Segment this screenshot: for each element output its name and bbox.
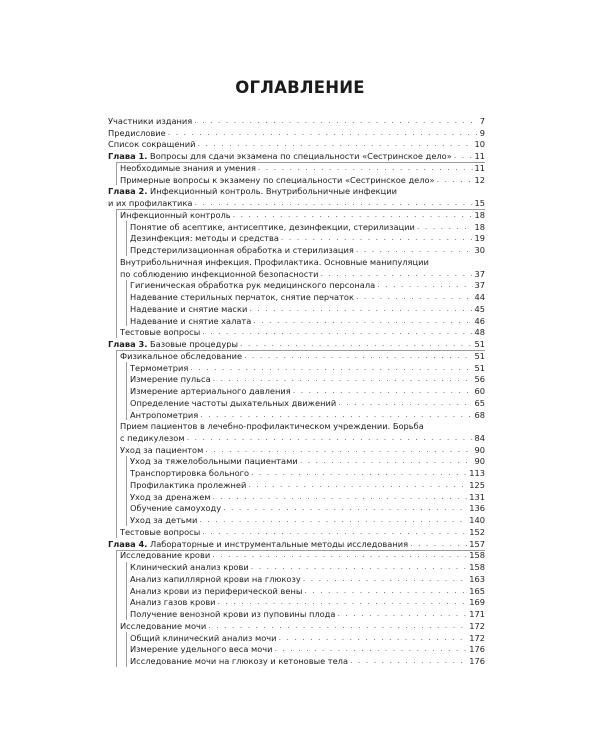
section-guide-line xyxy=(116,550,117,667)
toc-entry[interactable] xyxy=(0,468,600,480)
dot-leader xyxy=(200,410,472,420)
toc-entry-text: Вопросы для сдачи экзамена по специальности «Сестринское дело» xyxy=(150,151,452,162)
page-number: 18 xyxy=(474,209,485,220)
page-number: 169 xyxy=(469,597,485,608)
toc-entry-text: Инфекционный контроль. Внутрибольничные инфекции xyxy=(150,186,397,197)
page-number: 15 xyxy=(474,198,485,209)
toc-entry[interactable] xyxy=(0,527,600,539)
toc-entry-label xyxy=(130,456,298,466)
toc-entry-text: Внутрибольничная инфекция. Профилактика. Основные манипуляции xyxy=(120,256,429,267)
page-number: 131 xyxy=(469,491,485,502)
page-number: 7 xyxy=(479,116,485,126)
section-guide-line xyxy=(116,162,117,185)
page-number: 165 xyxy=(469,585,485,596)
dot-leader xyxy=(213,492,468,502)
toc-entry-label xyxy=(120,621,206,631)
dot-leader xyxy=(377,280,472,290)
chapter-rule xyxy=(116,550,485,551)
toc-entry-label xyxy=(130,492,211,502)
toc-entry[interactable] xyxy=(0,456,600,468)
toc-entry[interactable] xyxy=(0,492,600,504)
subsection-guide-line xyxy=(126,456,127,526)
page-number: 10 xyxy=(474,139,485,150)
toc-chapter-entry[interactable] xyxy=(0,151,600,163)
toc-entry-label xyxy=(130,280,375,290)
toc-entry-text: Анализ газов крови xyxy=(130,597,216,608)
dot-leader xyxy=(213,374,473,384)
toc-entry-label xyxy=(120,327,200,337)
toc-entry-label xyxy=(120,163,256,173)
toc-entry-label xyxy=(120,210,231,220)
dot-leader xyxy=(208,621,467,631)
toc-entry-label xyxy=(130,222,415,232)
toc-entry-text: Получение венозной крови из пуповины плода xyxy=(130,609,336,620)
toc-entry-label xyxy=(130,562,249,572)
toc-entry-label xyxy=(130,597,216,607)
dot-leader xyxy=(199,515,467,525)
dot-leader xyxy=(251,562,468,572)
page-number: 152 xyxy=(469,526,485,537)
toc-entry[interactable] xyxy=(0,292,600,304)
toc-entry-label xyxy=(108,339,238,349)
toc-chapter-entry[interactable] xyxy=(0,186,600,209)
toc-entry-text: Анализ крови из периферической вены xyxy=(130,585,303,596)
toc-entry-text: Измерение удельного веса мочи xyxy=(130,644,273,655)
dot-leader xyxy=(300,456,473,466)
toc-entry[interactable] xyxy=(0,233,600,245)
subsection-guide-line xyxy=(126,362,127,420)
toc-entry-label xyxy=(130,386,291,396)
page-number: 45 xyxy=(474,303,485,314)
toc-entry-text: Надевание и снятие маски xyxy=(130,303,248,314)
toc-entry[interactable] xyxy=(0,503,600,515)
toc-entry-text: Лабораторные и инструментальные методы исследования xyxy=(150,538,409,549)
toc-entry-label xyxy=(120,175,435,185)
toc-entry-label xyxy=(120,257,429,267)
toc-entry-label xyxy=(108,186,397,196)
toc-entry[interactable] xyxy=(0,363,600,375)
dot-leader xyxy=(321,269,473,279)
toc-entry-label xyxy=(130,245,354,255)
toc-entry-text: Обучение самоуходу xyxy=(130,503,222,514)
toc-entry-label xyxy=(130,515,197,525)
toc-entry-label xyxy=(130,363,188,373)
toc-entry[interactable] xyxy=(0,257,600,280)
page-number: 51 xyxy=(474,350,485,361)
page-number: 176 xyxy=(469,656,485,667)
page-number: 11 xyxy=(474,162,485,173)
chapter-number: Глава 1. xyxy=(108,151,148,162)
toc-entry-text: Профилактика пролежней xyxy=(130,479,247,490)
toc-entry[interactable] xyxy=(0,421,600,444)
page-number: 44 xyxy=(474,292,485,303)
dot-leader xyxy=(249,304,472,314)
page-number: 163 xyxy=(469,573,485,584)
chapter-rule xyxy=(116,209,485,210)
toc-entry-text: Общий клинический анализ мочи xyxy=(130,632,277,643)
toc-entry-text: Исследование мочи на глюкозу и кетоновые тела xyxy=(130,656,349,667)
page-number: 136 xyxy=(469,503,485,514)
toc-entry-text: Предстерилизационная обработка и стерилизация xyxy=(130,245,354,256)
toc-entry[interactable] xyxy=(0,398,600,410)
page-number: 90 xyxy=(474,444,485,455)
toc-entry[interactable] xyxy=(0,644,600,656)
toc-entry-text: Термометрия xyxy=(130,362,189,373)
toc-entry-label xyxy=(120,550,210,560)
toc-entry-label xyxy=(108,539,408,549)
toc-entry-label xyxy=(130,316,251,326)
dot-leader xyxy=(212,550,467,560)
toc-entry-text: Инфекционный контроль xyxy=(120,209,231,220)
toc-entry-label xyxy=(130,586,302,596)
toc-entry[interactable] xyxy=(0,351,600,363)
page-number: 9 xyxy=(479,127,485,138)
toc-entry-text: Надевание стерильных перчаток, снятие перчаток xyxy=(130,292,354,303)
page-number: 19 xyxy=(474,233,485,244)
toc-chapter-entry[interactable] xyxy=(0,339,600,351)
toc-entry[interactable] xyxy=(0,304,600,316)
page-number: 90 xyxy=(474,456,485,467)
page-number: 11 xyxy=(474,151,485,162)
toc-entry-label xyxy=(130,292,354,302)
toc-entry-label xyxy=(130,304,247,314)
dot-leader xyxy=(258,163,473,173)
toc-entry-label xyxy=(130,644,273,654)
toc-entry[interactable] xyxy=(0,410,600,422)
toc-entry-text: Прием пациентов в лечебно-профилактическом учреждении. Борьба xyxy=(120,421,424,432)
toc-entry-label xyxy=(108,116,192,126)
dot-leader xyxy=(410,539,467,549)
toc-entry-label xyxy=(108,151,452,161)
toc-entry[interactable] xyxy=(0,562,600,574)
toc-entry-text: Участники издания xyxy=(108,116,193,126)
page-number: 125 xyxy=(469,479,485,490)
dot-leader xyxy=(218,597,468,607)
toc-entry-text: Анализ капиллярной крови на глюкозу xyxy=(130,573,301,584)
toc-entry-text: Клинический анализ крови xyxy=(130,562,249,573)
page-number: 171 xyxy=(469,609,485,620)
page-number: 51 xyxy=(474,362,485,373)
page-number: 56 xyxy=(474,374,485,385)
page-number: 113 xyxy=(469,468,485,479)
toc-entry[interactable] xyxy=(0,139,600,151)
page-number: 158 xyxy=(469,550,485,561)
dot-leader xyxy=(251,468,467,478)
toc-entry[interactable] xyxy=(0,386,600,398)
toc-entry-text: Надевание и снятие халата xyxy=(130,315,252,326)
dot-leader xyxy=(194,116,478,126)
page-number: 84 xyxy=(474,432,485,443)
page-number: 46 xyxy=(474,315,485,326)
toc-entry-label xyxy=(130,609,335,619)
dot-leader xyxy=(253,316,472,326)
toc-entry-label xyxy=(130,233,279,243)
page-number: 176 xyxy=(469,644,485,655)
toc-entry-text: Список сокращений xyxy=(108,139,196,150)
toc-entry-text: Уход за пациентом xyxy=(120,444,204,455)
toc-entry-text: Тестовые вопросы xyxy=(120,327,201,338)
dot-leader xyxy=(454,151,473,161)
toc-entry[interactable] xyxy=(0,597,600,609)
toc-entry[interactable] xyxy=(0,550,600,562)
toc-entry[interactable] xyxy=(0,586,600,598)
dot-leader xyxy=(303,574,468,584)
toc-entry[interactable] xyxy=(0,163,600,175)
dot-leader xyxy=(233,210,473,220)
toc-entry[interactable] xyxy=(0,175,600,187)
toc-entry-text: Определение частоты дыхательных движений xyxy=(130,397,337,408)
toc-entry[interactable] xyxy=(0,116,600,128)
toc-entry-label xyxy=(120,527,200,537)
toc-entry[interactable] xyxy=(0,222,600,234)
page-number: 18 xyxy=(474,221,485,232)
toc-entry[interactable] xyxy=(0,280,600,292)
subsection-guide-line xyxy=(126,280,127,326)
toc-entry[interactable] xyxy=(0,515,600,527)
toc-entry[interactable] xyxy=(0,245,600,257)
toc-entry[interactable] xyxy=(0,621,600,633)
dot-leader xyxy=(356,245,473,255)
dot-leader xyxy=(244,351,472,361)
page-number: 65 xyxy=(474,397,485,408)
toc-entry-text: Исследование крови xyxy=(120,550,211,561)
toc-entry-text: Исследование мочи xyxy=(120,620,207,631)
page-number: 30 xyxy=(474,245,485,256)
toc-entry-label xyxy=(130,410,198,420)
dot-leader xyxy=(168,128,478,138)
toc-entry-text: Тестовые вопросы xyxy=(120,526,201,537)
toc-entry-text: Измерение пульса xyxy=(130,374,211,385)
toc-entry-label xyxy=(120,421,424,431)
toc-entry-text: Физикальное обследование xyxy=(120,350,243,361)
toc-chapter-entry[interactable] xyxy=(0,539,600,551)
toc-entry[interactable] xyxy=(0,574,600,586)
toc-entry-label: с педикулезом xyxy=(120,432,185,443)
dot-leader xyxy=(240,339,473,349)
toc-entry-label xyxy=(130,503,221,513)
dot-leader xyxy=(205,445,472,455)
toc-entry-text: Уход за дренажем xyxy=(130,491,211,502)
dot-leader xyxy=(194,198,472,208)
dot-leader xyxy=(417,222,473,232)
dot-leader xyxy=(350,656,467,666)
toc-entry[interactable] xyxy=(0,480,600,492)
page-number: 158 xyxy=(469,562,485,573)
page-number: 51 xyxy=(474,339,485,350)
toc-entry-label xyxy=(130,633,277,643)
toc-heading: ОГЛАВЛЕНИЕ xyxy=(235,78,365,97)
toc-entry-label xyxy=(130,374,211,384)
dot-leader xyxy=(202,327,472,337)
subsection-guide-line xyxy=(126,632,127,667)
toc-entry-text: Понятие об асептике, антисептике, дезинфекции, стерилизации xyxy=(130,221,415,232)
toc-entry-text: Дезинфекция: методы и средства xyxy=(130,233,279,244)
subsection-guide-line xyxy=(126,221,127,256)
toc-entry-text: Гигиеническая обработка рук медицинского персонала xyxy=(130,280,376,291)
subsection-guide-line xyxy=(126,562,127,620)
toc-entry-label xyxy=(108,128,166,138)
toc-entry-label xyxy=(120,445,203,455)
section-guide-line xyxy=(116,209,117,338)
chapter-rule xyxy=(116,162,485,163)
toc-entry-label xyxy=(120,351,242,361)
dot-leader xyxy=(202,527,467,537)
toc-entry-label xyxy=(130,468,249,478)
toc-entry-text: Антропометрия xyxy=(130,409,199,420)
page-number: 37 xyxy=(474,280,485,291)
dot-leader xyxy=(190,363,472,373)
page-number: 172 xyxy=(469,632,485,643)
toc-entry-text: Уход за детьми xyxy=(130,515,198,526)
dot-leader xyxy=(223,503,467,513)
toc-entry-label xyxy=(130,398,336,408)
toc-entry-text: Необходимые знания и умения xyxy=(120,162,256,173)
toc-entry[interactable] xyxy=(0,210,600,222)
toc-entry-text: Уход за тяжелобольными пациентами xyxy=(130,456,298,467)
page-number: 12 xyxy=(474,174,485,185)
dot-leader xyxy=(281,233,473,243)
chapter-rule xyxy=(116,350,485,351)
toc-entry[interactable] xyxy=(0,327,600,339)
toc-entry-text: Транспортировка больного xyxy=(130,468,250,479)
toc-entry[interactable] xyxy=(0,445,600,457)
toc-entry-label xyxy=(130,480,246,490)
section-guide-line xyxy=(116,350,117,537)
dot-leader xyxy=(338,398,472,408)
dot-leader xyxy=(279,633,468,643)
dot-leader xyxy=(187,433,473,443)
dot-leader xyxy=(293,386,473,396)
toc-entry[interactable] xyxy=(0,128,600,140)
dot-leader xyxy=(275,644,468,654)
chapter-number: Глава 4. xyxy=(108,538,148,549)
dot-leader xyxy=(437,175,473,185)
dot-leader xyxy=(198,139,473,149)
dot-leader xyxy=(304,586,467,596)
page-number: 60 xyxy=(474,386,485,397)
toc-entry[interactable] xyxy=(0,656,600,668)
dot-leader xyxy=(337,609,467,619)
toc-entry-text: Базовые процедуры xyxy=(150,339,238,350)
page-number: 68 xyxy=(474,409,485,420)
toc-entry[interactable] xyxy=(0,316,600,328)
toc-entry-text: Примерные вопросы к экзамену по специальности «Сестринское дело» xyxy=(120,174,435,185)
toc-entry-label xyxy=(130,574,301,584)
toc-entry-text: Предисловие xyxy=(108,127,166,138)
page-number: 48 xyxy=(474,327,485,338)
page-number: 172 xyxy=(469,620,485,631)
toc-entry[interactable] xyxy=(0,633,600,645)
page-number: 140 xyxy=(469,515,485,526)
dot-leader xyxy=(356,292,473,302)
toc-entry-label xyxy=(108,139,196,149)
toc-entry-label: и их профилактика xyxy=(108,198,193,209)
dot-leader xyxy=(248,480,467,490)
chapter-number: Глава 3. xyxy=(108,339,148,350)
toc-entry[interactable] xyxy=(0,609,600,621)
chapter-number: Глава 2. xyxy=(108,186,148,197)
toc-entry-text: Измерение артериального давления xyxy=(130,386,291,397)
page-number: 157 xyxy=(469,538,485,549)
toc-entry-label: по соблюдению инфекционной безопасности xyxy=(120,268,319,279)
toc-entry[interactable] xyxy=(0,374,600,386)
toc-entry-label xyxy=(130,656,348,666)
page-number: 37 xyxy=(474,268,485,279)
